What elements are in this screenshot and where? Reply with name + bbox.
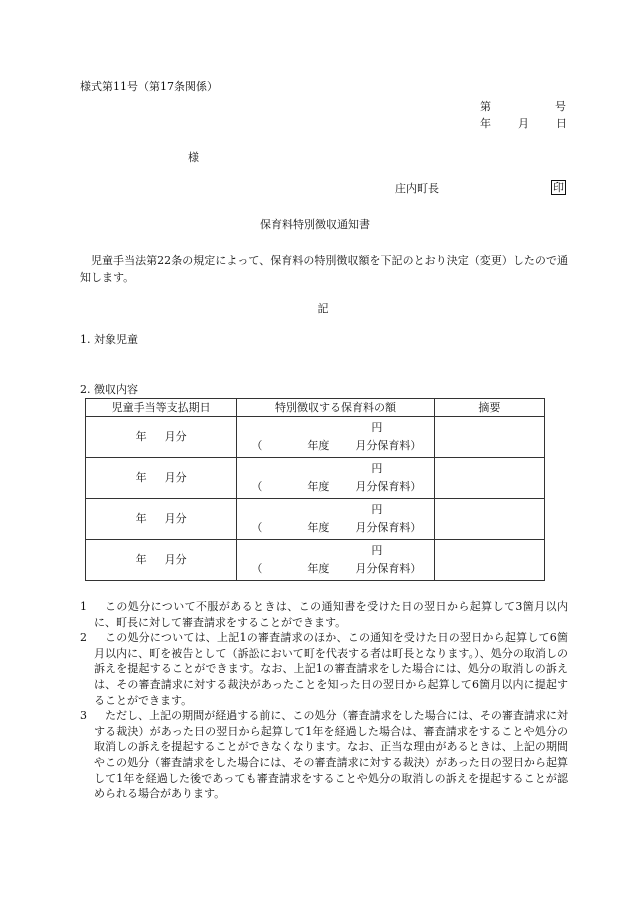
section-target-child: 1. 対象児童	[80, 333, 138, 346]
date-year-label: 年	[480, 117, 491, 130]
period-year: 年	[135, 512, 147, 526]
payment-period-cell	[86, 417, 237, 458]
amount-month-fee: 月分保育料）	[355, 480, 422, 493]
document-title: 保育料特別徴収通知書	[260, 218, 370, 231]
notes-section	[80, 599, 568, 802]
table-row	[86, 540, 545, 581]
document-number-prefix: 第	[480, 100, 491, 113]
amount-paren: （	[251, 562, 263, 575]
header-payment-date: 児童手当等支払期日	[86, 399, 237, 417]
amount-cell	[237, 458, 434, 499]
form-number: 様式第11号（第17条関係）	[80, 80, 218, 93]
section-collection-details: 2. 徴収内容	[80, 383, 138, 396]
note-number: 3	[80, 709, 87, 723]
period-year: 年	[135, 430, 147, 444]
note-number: 2	[80, 631, 87, 645]
header-remarks: 摘要	[434, 399, 544, 417]
amount-yen: 円	[371, 421, 383, 434]
header-collection-amount: 特別徴収する保育料の額	[237, 399, 434, 417]
amount-fiscal-year: 年度	[307, 439, 330, 452]
remarks-cell	[434, 458, 544, 499]
amount-paren: （	[251, 439, 263, 452]
period-year: 年	[135, 471, 147, 485]
date-month-label: 月	[518, 117, 529, 130]
amount-cell	[237, 417, 434, 458]
table-row	[86, 499, 545, 540]
date-day-label: 日	[556, 117, 567, 130]
amount-yen: 円	[371, 503, 383, 516]
collection-table	[85, 398, 545, 581]
amount-paren: （	[251, 480, 263, 493]
note-number: 1	[80, 600, 87, 613]
amount-month-fee: 月分保育料）	[355, 439, 422, 452]
period-month: 月分	[164, 430, 187, 444]
addressee-honorific: 様	[188, 151, 199, 164]
issuer-name: 庄内町長	[395, 182, 439, 195]
remarks-cell	[434, 540, 544, 581]
amount-month-fee: 月分保育料）	[355, 521, 422, 534]
table-row	[86, 458, 545, 499]
payment-period-cell	[86, 499, 237, 540]
period-month: 月分	[164, 512, 187, 526]
amount-fiscal-year: 年度	[307, 480, 330, 493]
period-month: 月分	[164, 553, 187, 567]
payment-period-cell	[86, 540, 237, 581]
note-item	[80, 630, 568, 708]
amount-yen: 円	[371, 462, 383, 475]
seal-stamp: 印	[553, 181, 564, 194]
amount-cell	[237, 540, 434, 581]
payment-period-cell	[86, 458, 237, 499]
body-paragraph: 児童手当法第22条の規定によって、保育料の特別徴収額を下記のとおり決定（変更）したので通知します。	[80, 254, 568, 284]
note-text: この処分については、上記1の審査請求のほか、この通知を受けた日の翌日から起算して6箇月以内に、町を被告として（訴訟において町を代表する者は町長となります。）、処分の取消しの訴えを提起することができます。なお、上記1の審査請求をした場合には、処分の取消しの訴えは、その審査請求に対する裁決があったことを知った日の翌日から起算して6箇月以内に提起することができます。	[94, 631, 568, 707]
ki-heading: 記	[317, 302, 329, 315]
remarks-cell	[434, 499, 544, 540]
amount-month-fee: 月分保育料）	[355, 562, 422, 575]
document-number-suffix: 号	[555, 100, 566, 113]
period-year: 年	[135, 553, 147, 567]
table-row	[86, 417, 545, 458]
amount-fiscal-year: 年度	[307, 562, 330, 575]
amount-cell	[237, 499, 434, 540]
note-text: この処分について不服があるときは、この通知書を受けた日の翌日から起算して3箇月以内に、町長に対して審査請求をすることができます。	[94, 600, 568, 629]
period-month: 月分	[164, 471, 187, 485]
note-item	[80, 708, 568, 802]
amount-yen: 円	[371, 544, 383, 557]
note-item	[80, 599, 568, 630]
table-header-row	[86, 399, 545, 417]
note-text: ただし、上記の期間が経過する前に、この処分（審査請求をした場合には、その審査請求に対する裁決）があった日の翌日から起算して1年を経過した場合は、審査請求をすることや処分の取消しの訴えを提起することができなくなります。なお、正当な理由があるときは、上記の期間やこの処分（審査請求をした場合には、その審査請求に対する裁決）があった日の翌日から起算して1年を経過した後であっても審査請求をすることや処分の取消しの訴えを提起することが認められる場合があります。	[94, 709, 568, 801]
amount-fiscal-year: 年度	[307, 521, 330, 534]
amount-paren: （	[251, 521, 263, 534]
remarks-cell	[434, 417, 544, 458]
